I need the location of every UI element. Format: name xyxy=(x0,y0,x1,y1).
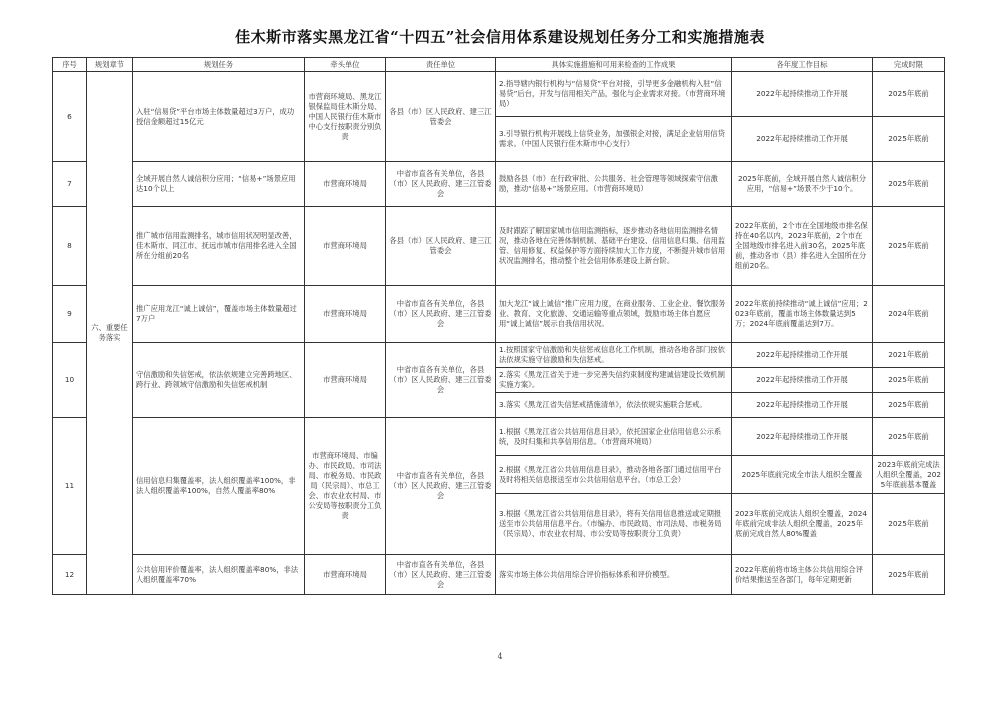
responsible-unit-cell: 中省市直各有关单位，各县（市）区人民政府、建三江管委会 xyxy=(386,343,496,418)
measure-cell: 落实市场主体公共信用综合评价指标体系和评价模型。 xyxy=(496,555,732,595)
row-number: 7 xyxy=(53,162,87,207)
task-cell: 全域开展自然人诚信积分应用；“信易+”场景应用达10个以上 xyxy=(133,162,305,207)
goal-cell: 2023年底前完成法人组织全覆盖，2024年底前完成非法人组织全覆盖，2025年底前完成自然人80%覆盖 xyxy=(732,494,873,555)
goal-cell: 2025年底前，全域开展自然人诚信积分应用，“信易+”场景不少于10个。 xyxy=(732,162,873,207)
row-number: 10 xyxy=(53,343,87,418)
measure-cell: 鼓励各县（市）在行政审批、公共服务、社会管理等领域探索守信激励，推动“信易+”场景应用。（市营商环境局） xyxy=(496,162,732,207)
deadline-cell: 2025年底前 xyxy=(873,117,945,162)
lead-unit-cell: 市营商环境局 xyxy=(305,343,386,418)
responsible-unit-cell: 中省市直各有关单位，各县（市）区人民政府、建三江管委会 xyxy=(386,555,496,595)
task-cell: 公共信用评价覆盖率，法人组织覆盖率80%，非法人组织覆盖率70% xyxy=(133,555,305,595)
deadline-cell: 2024年底前 xyxy=(873,286,945,343)
row-number: 11 xyxy=(53,418,87,555)
deadline-cell: 2025年底前 xyxy=(873,393,945,418)
row-number: 12 xyxy=(53,555,87,595)
table-row xyxy=(53,207,945,286)
deadline-cell: 2025年底前 xyxy=(873,72,945,117)
chapter-cell: 六、重要任务落实 xyxy=(87,72,133,595)
deadline-cell: 2025年底前 xyxy=(873,368,945,393)
measure-cell: 3.根据《黑龙江省公共信用信息目录》，将有关信用信息推送或定期报送至市公共信用信息平台。（市编办、市民政局、市司法局、市税务局（民宗局）、市农业农村局、市公安局等按职责分工负责） xyxy=(496,494,732,555)
measure-cell: 加大龙江“诚上诚信”推广应用力度，在商业服务、工业企业、餐饮服务业、教育、文化旅游、交通运输等重点领域，鼓励市场主体自愿应用“诚上诚信”展示自我信用状况。 xyxy=(496,286,732,343)
measure-cell: 3.落实《黑龙江省失信惩戒措施清单》，依法依规实施联合惩戒。 xyxy=(496,393,732,418)
lead-unit-cell: 市营商环境局、市编办、市民政局、市司法局、市税务局、市民政局（民宗局）、市总工会、市农业农村局、市公安局等按职责分工负责 xyxy=(305,418,386,555)
table-row xyxy=(53,555,945,595)
header-cell: 各年度工作目标 xyxy=(732,58,873,72)
task-cell: 信用信息归集覆盖率，法人组织覆盖率100%，非法人组织覆盖率100%，自然人覆盖率80% xyxy=(133,418,305,555)
lead-unit-cell: 市营商环境局、黑龙江银保监局佳木斯分局、中国人民银行佳木斯市中心支行按职责分别负责 xyxy=(305,72,386,162)
table-row xyxy=(53,162,945,207)
table-row xyxy=(53,343,945,368)
task-table xyxy=(52,57,945,595)
page-number: 4 xyxy=(497,652,503,661)
measure-cell: 2.根据《黑龙江省公共信用信息目录》，推动各地各部门通过信用平台及时将相关信息报送至市公共信用信息平台。（市总工会） xyxy=(496,456,732,494)
header-cell: 完成时限 xyxy=(873,58,945,72)
measure-cell: 2.指导辖内银行机构与“信易贷”平台对接，引导更多金融机构入驻“信易贷”后台，开发与信用相关产品，强化与企业需求对接。（市营商环境局） xyxy=(496,72,732,117)
lead-unit-cell: 市营商环境局 xyxy=(305,162,386,207)
goal-cell: 2022年起持续推动工作开展 xyxy=(732,368,873,393)
header-cell: 具体实施措施和可用来检查的工作成果 xyxy=(496,58,732,72)
goal-cell: 2022年起持续推动工作开展 xyxy=(732,117,873,162)
row-number: 9 xyxy=(53,286,87,343)
lead-unit-cell: 市营商环境局 xyxy=(305,555,386,595)
goal-cell: 2025年底前完成全市法人组织全覆盖 xyxy=(732,456,873,494)
row-number: 8 xyxy=(53,207,87,286)
responsible-unit-cell: 各县（市）区人民政府、建三江管委会 xyxy=(386,72,496,162)
deadline-cell: 2025年底前 xyxy=(873,555,945,595)
deadline-cell: 2025年底前 xyxy=(873,418,945,456)
deadline-cell: 2025年底前 xyxy=(873,162,945,207)
deadline-cell: 2025年底前 xyxy=(873,494,945,555)
task-cell: 守信激励和失信惩戒，依法依规建立完善跨地区、跨行业、跨领域守信激励和失信惩戒机制 xyxy=(133,343,305,418)
lead-unit-cell: 市营商环境局 xyxy=(305,286,386,343)
responsible-unit-cell: 中省市直各有关单位，各县（市）区人民政府、建三江管委会 xyxy=(386,286,496,343)
header-cell: 牵头单位 xyxy=(305,58,386,72)
measure-cell: 3.引导银行机构开展线上信贷业务，加强银企对接，满足企业信用信贷需求。（中国人民银行佳木斯市中心支行） xyxy=(496,117,732,162)
goal-cell: 2022年底前将市场主体公共信用综合评价结果推送至各部门，每年定期更新 xyxy=(732,555,873,595)
responsible-unit-cell: 各县（市）区人民政府、建三江管委会 xyxy=(386,207,496,286)
measure-cell: 1.按照国家守信激励和失信惩戒信息化工作机制，推动各地各部门按依法依规实施守信激励和失信惩戒。 xyxy=(496,343,732,368)
deadline-cell: 2021年底前 xyxy=(873,343,945,368)
goal-cell: 2022年起持续推动工作开展 xyxy=(732,72,873,117)
goal-cell: 2022年底前，2个市在全国地级市排名保持在40名以内，2023年底前，2个市在全国地级市排名进入前30名，2025年底前，推动各市（县）排名进入全国所在分组前20名。 xyxy=(732,207,873,286)
table-row xyxy=(53,72,945,117)
header-cell: 规划任务 xyxy=(133,58,305,72)
goal-cell: 2022年起持续推动工作开展 xyxy=(732,418,873,456)
responsible-unit-cell: 中省市直各有关单位，各县（市）区人民政府、建三江管委会 xyxy=(386,418,496,555)
header-cell: 责任单位 xyxy=(386,58,496,72)
responsible-unit-cell: 中省市直各有关单位，各县（市）区人民政府、建三江管委会 xyxy=(386,162,496,207)
deadline-cell: 2023年底前完成法人组织全覆盖，2025年底前基本覆盖 xyxy=(873,456,945,494)
task-cell: 入驻“信易贷”平台市场主体数量超过3万户，成功授信金额超过15亿元 xyxy=(133,72,305,162)
lead-unit-cell: 市营商环境局 xyxy=(305,207,386,286)
task-cell: 推广城市信用监测排名，城市信用状况明显改善，佳木斯市、同江市、抚远市城市信用排名进入全国所在分组前20名 xyxy=(133,207,305,286)
measure-cell: 及时跟踪了解国家城市信用监测指标，逐步推动各地信用监测排名情况，推动各地在完善体制机制、基础平台建设、信用信息归集、信用监管、信用修复、权益保护等方面持续加大工作力度，不断提升城市信用状况监测排名，推动整个社会信用体系建设上新台阶。 xyxy=(496,207,732,286)
measure-cell: 1.根据《黑龙江省公共信用信息目录》，依托国家企业信用信息公示系统，及时归集和共享信用信息。（市营商环境局） xyxy=(496,418,732,456)
goal-cell: 2022年起持续推动工作开展 xyxy=(732,343,873,368)
header-cell: 序号 xyxy=(53,58,87,72)
page-title: 佳木斯市落实黑龙江省“十四五”社会信用体系建设规划任务分工和实施措施表 xyxy=(235,28,765,46)
task-cell: 推广应用龙江“诚上诚信”，覆盖市场主体数量超过7万户 xyxy=(133,286,305,343)
table-row xyxy=(53,286,945,343)
goal-cell: 2022年起持续推动工作开展 xyxy=(732,393,873,418)
header-cell: 规划章节 xyxy=(87,58,133,72)
deadline-cell: 2025年底前 xyxy=(873,207,945,286)
goal-cell: 2022年底前持续推动“诚上诚信”应用；2023年底前，覆盖市场主体数量达到5万；2024年底前覆盖达到7万。 xyxy=(732,286,873,343)
measure-cell: 2.落实《黑龙江省关于进一步完善失信约束制度构建诚信建设长效机制实施方案》。 xyxy=(496,368,732,393)
table-row xyxy=(53,418,945,456)
row-number: 6 xyxy=(53,72,87,162)
table-header-row xyxy=(53,58,945,72)
